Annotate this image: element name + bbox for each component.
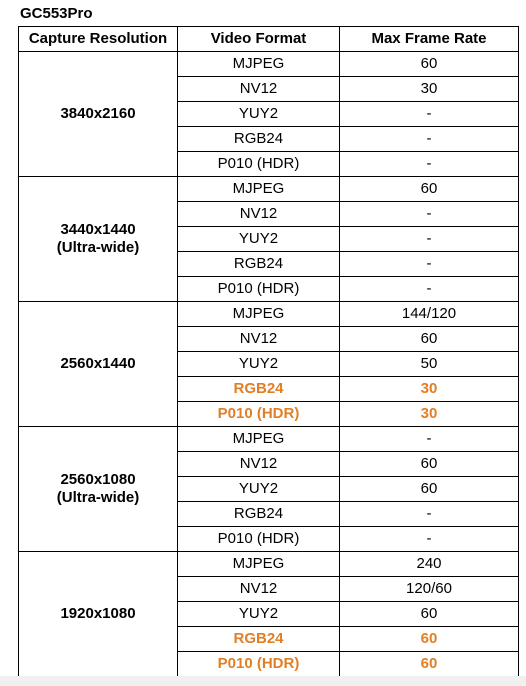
- max-frame-rate-cell: -: [340, 202, 519, 227]
- video-format-cell: P010 (HDR): [178, 652, 340, 677]
- max-frame-rate-cell: 60: [340, 327, 519, 352]
- max-frame-rate-cell: 60: [340, 52, 519, 77]
- max-frame-rate-cell: -: [340, 227, 519, 252]
- video-format-cell: YUY2: [178, 602, 340, 627]
- video-format-cell: NV12: [178, 577, 340, 602]
- video-format-cell: MJPEG: [178, 52, 340, 77]
- header-video-format: Video Format: [178, 27, 340, 52]
- bottom-strip: [0, 676, 526, 686]
- max-frame-rate-cell: 144/120: [340, 302, 519, 327]
- video-format-cell: RGB24: [178, 377, 340, 402]
- max-frame-rate-cell: -: [340, 527, 519, 552]
- max-frame-rate-cell: -: [340, 427, 519, 452]
- max-frame-rate-cell: 60: [340, 452, 519, 477]
- max-frame-rate-cell: -: [340, 502, 519, 527]
- max-frame-rate-cell: -: [340, 152, 519, 177]
- resolution-note: (Ultra-wide): [56, 489, 140, 506]
- max-frame-rate-cell: 50: [340, 352, 519, 377]
- video-format-cell: RGB24: [178, 127, 340, 152]
- video-format-cell: YUY2: [178, 102, 340, 127]
- table-body: [19, 52, 519, 677]
- resolution-value: 2560x1440: [60, 355, 136, 372]
- resolution-note: (Ultra-wide): [56, 239, 140, 256]
- resolution-value: 3440x1440: [60, 221, 136, 238]
- video-format-cell: MJPEG: [178, 177, 340, 202]
- max-frame-rate-cell: 60: [340, 477, 519, 502]
- video-format-cell: P010 (HDR): [178, 277, 340, 302]
- video-format-cell: YUY2: [178, 352, 340, 377]
- video-format-cell: RGB24: [178, 627, 340, 652]
- max-frame-rate-cell: 60: [340, 627, 519, 652]
- video-format-cell: YUY2: [178, 477, 340, 502]
- max-frame-rate-cell: 60: [340, 177, 519, 202]
- video-format-cell: MJPEG: [178, 427, 340, 452]
- max-frame-rate-cell: 60: [340, 602, 519, 627]
- table-row: [19, 52, 519, 77]
- max-frame-rate-cell: 60: [340, 652, 519, 677]
- table-row: [19, 302, 519, 327]
- max-frame-rate-cell: -: [340, 252, 519, 277]
- max-frame-rate-cell: 30: [340, 377, 519, 402]
- resolution-cell: [19, 552, 178, 677]
- max-frame-rate-cell: 120/60: [340, 577, 519, 602]
- resolution-value: 3840x2160: [60, 105, 136, 122]
- table-row: [19, 177, 519, 202]
- video-format-cell: P010 (HDR): [178, 152, 340, 177]
- max-frame-rate-cell: -: [340, 127, 519, 152]
- max-frame-rate-cell: 240: [340, 552, 519, 577]
- max-frame-rate-cell: 30: [340, 77, 519, 102]
- table-title: GC553Pro: [20, 5, 93, 22]
- resolution-value: 1920x1080: [60, 605, 136, 622]
- header-max-frame-rate: Max Frame Rate: [340, 27, 519, 52]
- max-frame-rate-cell: -: [340, 277, 519, 302]
- resolution-cell: [19, 52, 178, 177]
- header-row: [19, 27, 519, 52]
- table-row: [19, 552, 519, 577]
- max-frame-rate-cell: 30: [340, 402, 519, 427]
- max-frame-rate-cell: -: [340, 102, 519, 127]
- resolution-cell: [19, 427, 178, 552]
- resolution-cell: [19, 302, 178, 427]
- header-capture-resolution: Capture Resolution: [19, 27, 178, 52]
- video-format-cell: NV12: [178, 202, 340, 227]
- video-format-cell: NV12: [178, 452, 340, 477]
- video-format-cell: MJPEG: [178, 302, 340, 327]
- video-format-cell: NV12: [178, 327, 340, 352]
- video-format-cell: NV12: [178, 77, 340, 102]
- resolution-cell: [19, 177, 178, 302]
- video-format-cell: P010 (HDR): [178, 402, 340, 427]
- video-format-cell: MJPEG: [178, 552, 340, 577]
- video-format-cell: YUY2: [178, 227, 340, 252]
- video-format-cell: RGB24: [178, 502, 340, 527]
- table-row: [19, 427, 519, 452]
- video-format-cell: RGB24: [178, 252, 340, 277]
- resolution-value: 2560x1080: [60, 471, 136, 488]
- spec-table: [18, 26, 519, 677]
- video-format-cell: P010 (HDR): [178, 527, 340, 552]
